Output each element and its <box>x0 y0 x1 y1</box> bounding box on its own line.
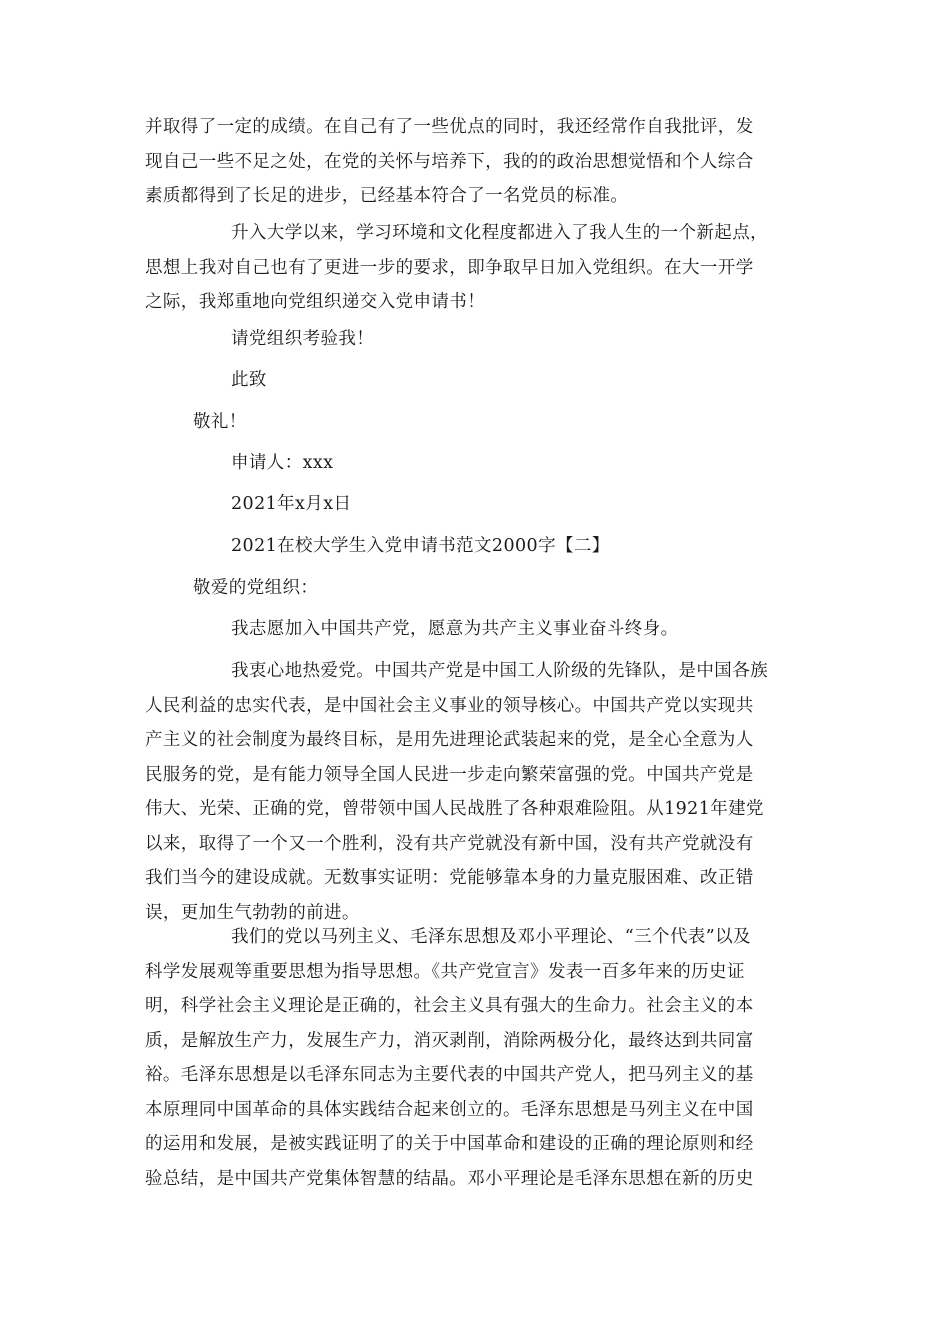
text-line: 申请人：xxx <box>231 453 334 473</box>
text-line: 并取得了一定的成绩。在自己有了一些优点的同时，我还经常作自我批评，发 <box>145 117 754 137</box>
text-line: 我志愿加入中国共产党，愿意为共产主义事业奋斗终身。 <box>231 619 679 639</box>
text-line: 的运用和发展，是被实践证明了的关于中国革命和建设的正确的理论原则和经 <box>145 1134 754 1154</box>
paragraph-greeting <box>145 571 805 606</box>
text-line: 之际，我郑重地向党组织递交入党申请书！ <box>145 292 486 312</box>
text-line: 我们当今的建设成就。无数事实证明：党能够靠本身的力量克服困难、改正错 <box>145 868 754 888</box>
text-line: 人民利益的忠实代表，是中国社会主义事业的领导核心。中国共产党以实现共 <box>145 695 754 716</box>
text-line: 我们的党以马列主义、毛泽东思想及邓小平理论、“三个代表”以及 <box>231 927 751 947</box>
paragraph-section-title <box>145 529 805 564</box>
text-line: 敬爱的党组织： <box>193 578 319 598</box>
text-line: 以来，取得了一个又一个胜利，没有共产党就没有新中国，没有共产党就没有 <box>145 833 754 854</box>
text-line: 升入大学以来，学习环境和文化程度都进入了我人生的一个新起点， <box>231 223 768 243</box>
text-line: 误，更加生气勃勃的前进。 <box>145 902 360 923</box>
text-line: 2021在校大学生入党申请书范文2000字【二】 <box>231 536 610 556</box>
text-line: 伟大、光荣、正确的党，曾带领中国人民战胜了各种艰难险阻。从1921年建党 <box>145 799 764 819</box>
text-line: 产主义的社会制度为最终目标，是用先进理论武装起来的党，是全心全意为人 <box>145 730 754 750</box>
text-line: 敬礼！ <box>193 412 247 432</box>
paragraph-2 <box>145 216 805 320</box>
text-line: 素质都得到了长足的进步，已经基本符合了一名党员的标准。 <box>145 186 629 206</box>
paragraph-pledge <box>145 612 805 647</box>
paragraph-love-party <box>145 654 805 930</box>
text-line: 本原理同中国革命的具体实践结合起来创立的。毛泽东思想是马列主义在中国 <box>145 1099 754 1120</box>
text-line: 验总结，是中国共产党集体智慧的结晶。邓小平理论是毛泽东思想在新的历史 <box>145 1168 754 1189</box>
paragraph-closing <box>145 363 805 398</box>
paragraph-applicant <box>145 446 805 481</box>
text-line: 现自己一些不足之处，在党的关怀与培养下，我的的政治思想觉悟和个人综合 <box>145 151 754 172</box>
paragraph-salute <box>145 405 805 440</box>
text-line: 思想上我对自己也有了更进一步的要求，即争取早日加入党组织。在大一开学 <box>145 257 754 278</box>
paragraph-date <box>145 487 805 522</box>
text-line: 质，是解放生产力，发展生产力，消灭剥削，消除两极分化，最终达到共同富 <box>145 1030 754 1051</box>
text-line: 2021年x月x日 <box>231 494 352 514</box>
text-line: 裕。毛泽东思想是以毛泽东同志为主要代表的中国共产党人，把马列主义的基 <box>145 1065 754 1085</box>
paragraph-3 <box>145 322 805 357</box>
text-line: 明，科学社会主义理论是正确的，社会主义具有强大的生命力。社会主义的本 <box>145 996 754 1016</box>
paragraph-1 <box>145 110 805 214</box>
text-line: 我衷心地热爱党。中国共产党是中国工人阶级的先锋队，是中国各族 <box>231 661 768 681</box>
text-line: 民服务的党，是有能力领导全国人民进一步走向繁荣富强的党。中国共产党是 <box>145 764 754 785</box>
text-line: 科学发展观等重要思想为指导思想。《共产党宣言》发表一百多年来的历史证 <box>145 961 745 982</box>
text-line: 请党组织考验我！ <box>231 329 375 349</box>
paragraph-guiding-thought <box>145 920 805 1196</box>
text-line: 此致 <box>231 370 267 390</box>
